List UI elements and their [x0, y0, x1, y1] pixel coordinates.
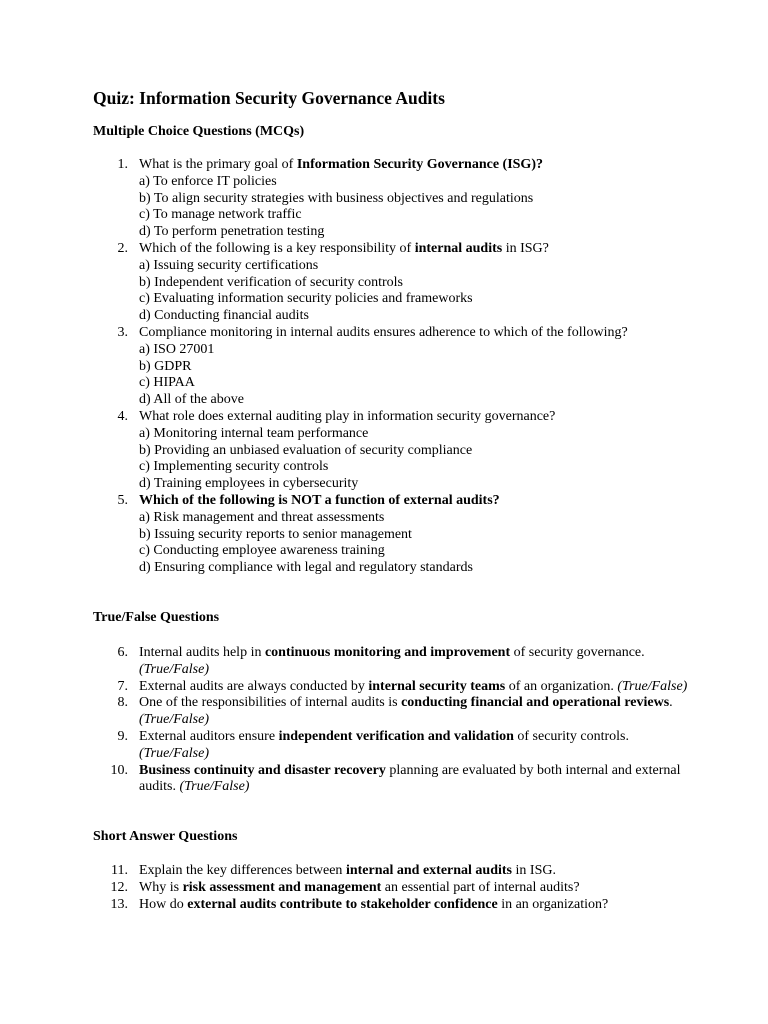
question-item: [93, 763, 693, 797]
question-number: 7.: [117, 678, 128, 694]
true-false-question-list: [93, 645, 693, 796]
question-number: 9.: [117, 728, 128, 744]
text-run: Which of the following is a key responsibility of: [139, 240, 415, 256]
text-run: of an organization.: [505, 678, 618, 694]
question-item: [93, 241, 693, 325]
question-item: [93, 645, 693, 679]
answer-option: a) Monitoring internal team performance: [139, 425, 369, 441]
question-number: 8.: [117, 695, 128, 711]
answer-option: c) Implementing security controls: [139, 459, 329, 475]
italic-phrase: (True/False): [179, 779, 250, 795]
question-item: [93, 695, 693, 729]
answer-option: c) HIPAA: [139, 375, 195, 391]
italic-phrase: (True/False): [617, 678, 688, 694]
question-item: [93, 493, 693, 577]
true-false-section-heading: True/False Questions: [93, 610, 220, 625]
text-run: of security governance.: [510, 645, 645, 660]
question-number: 13.: [110, 896, 128, 912]
answer-option: d) Conducting financial audits: [139, 308, 309, 324]
text-run: External auditors ensure: [139, 728, 279, 744]
bold-phrase: external audits contribute to stakeholder confidence: [187, 896, 498, 912]
question-number: 6.: [117, 645, 128, 660]
text-run: in an organization?: [497, 896, 609, 912]
text-run: What is the primary goal of: [139, 157, 297, 172]
bold-phrase: internal security teams: [368, 678, 506, 694]
bold-phrase: Information Security Governance (ISG)?: [296, 157, 543, 172]
text-run: planning are evaluated by both internal and external audits.: [139, 762, 681, 795]
question-text: [139, 763, 681, 795]
question-text: [139, 897, 608, 912]
short-answer-section-heading: Short Answer Questions: [93, 829, 238, 844]
question-item: [93, 409, 693, 493]
question-item: [93, 897, 693, 914]
question-text: [139, 679, 687, 694]
question-text: [139, 880, 580, 895]
question-item: [93, 157, 693, 241]
answer-option: a) ISO 27001: [139, 341, 215, 357]
bold-phrase: internal audits: [414, 240, 503, 256]
text-run: of security controls.: [513, 728, 629, 744]
question-number: 2.: [117, 240, 128, 256]
question-text: [139, 645, 645, 677]
question-number: 11.: [111, 863, 128, 878]
answer-option: b) To align security strategies with business objectives and regulations: [139, 190, 534, 206]
italic-phrase: (True/False): [139, 661, 209, 677]
mcq-section-heading: Multiple Choice Questions (MCQs): [93, 124, 305, 139]
bold-phrase: internal and external audits: [345, 863, 513, 878]
text-run: One of the responsibilities of internal audits is: [139, 695, 402, 711]
bold-phrase: conducting financial and operational reviews: [401, 695, 670, 711]
question-text: [139, 695, 673, 727]
bold-phrase: independent verification and validation: [278, 728, 514, 744]
italic-phrase: (True/False): [139, 712, 209, 728]
answer-option: b) GDPR: [139, 358, 192, 374]
question-item: [93, 729, 693, 763]
question-item: [93, 880, 693, 897]
answer-option: a) To enforce IT policies: [139, 173, 277, 189]
answer-option: c) To manage network traffic: [139, 207, 302, 223]
text-run: Explain the key differences between: [139, 863, 346, 878]
question-number: 4.: [117, 408, 128, 424]
question-number: 10.: [110, 762, 128, 778]
text-run: External audits are always conducted by: [139, 678, 369, 694]
text-run: in ISG?: [502, 240, 549, 256]
mcq-question-list: [93, 157, 693, 577]
answer-option: c) Conducting employee awareness training: [139, 543, 385, 559]
question-item: [93, 325, 693, 409]
bold-phrase: Which of the following is NOT a function of external audits?: [139, 492, 500, 508]
bold-phrase: risk assessment and management: [182, 879, 382, 895]
answer-option: b) Issuing security reports to senior management: [139, 526, 412, 542]
answer-option: d) Ensuring compliance with legal and regulatory standards: [139, 560, 473, 576]
answer-option: b) Providing an unbiased evaluation of security compliance: [139, 442, 473, 458]
italic-phrase: (True/False): [139, 745, 209, 761]
question-number: 3.: [117, 324, 128, 340]
text-run: What role does external auditing play in information security governance?: [139, 408, 556, 424]
text-run: an essential part of internal audits?: [381, 879, 580, 895]
answer-option: d) To perform penetration testing: [139, 224, 325, 240]
question-text: [139, 325, 628, 340]
quiz-title: Quiz: Information Security Governance Audits: [93, 88, 445, 108]
question-number: 5.: [117, 492, 128, 508]
answer-option: b) Independent verification of security controls: [139, 274, 403, 290]
text-run: in ISG.: [512, 863, 556, 878]
answer-option: c) Evaluating information security policies and frameworks: [139, 291, 473, 307]
answer-option: d) Training employees in cybersecurity: [139, 476, 359, 492]
bold-phrase: Business continuity and disaster recovery: [139, 762, 386, 778]
question-text: [139, 241, 549, 256]
answer-option: a) Risk management and threat assessments: [139, 509, 385, 525]
text-run: Compliance monitoring in internal audits ensures adherence to which of the following?: [139, 324, 628, 340]
question-text: [139, 729, 629, 761]
question-number: 12.: [110, 879, 128, 895]
text-run: Internal audits help in: [139, 645, 265, 660]
question-number: 1.: [117, 157, 128, 172]
question-text: [139, 863, 556, 878]
question-text: [139, 157, 543, 172]
text-run: How do: [139, 896, 188, 912]
question-text: [139, 493, 500, 508]
text-run: Why is: [139, 879, 183, 895]
short-answer-question-list: [93, 863, 693, 913]
bold-phrase: continuous monitoring and improvement: [264, 645, 511, 660]
question-item: [93, 679, 693, 696]
answer-option: a) Issuing security certifications: [139, 257, 319, 273]
question-text: [139, 409, 555, 424]
text-run: .: [669, 695, 673, 711]
answer-option: d) All of the above: [139, 392, 244, 408]
question-item: [93, 863, 693, 880]
